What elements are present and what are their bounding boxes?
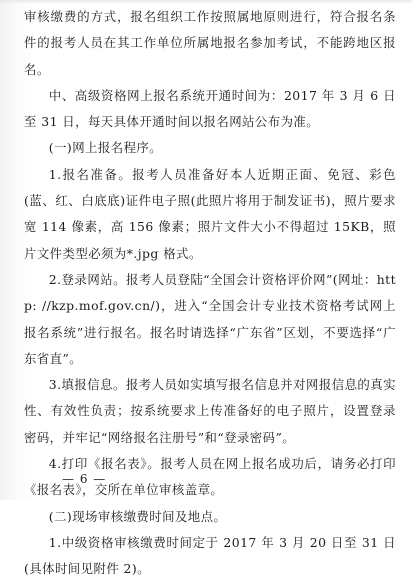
paragraph-step-1-preparation: 1.报名准备。报考人员准备好本人近期正面、免冠、彩色(蓝、红、白底底)证件电子照(此照片将用于制发证书)，照片要求宽 114 像素，高 156 像素；照片文件大小不得超过 15KB，照片文件类型必须为*.jpg 格式。: [24, 166, 396, 261]
paragraph-step-3-fill-information: 3.填报信息。报考人员如实填写报名信息并对网报信息的真实性、有效性负责；按系统要求上传准备好的电子照片，设置登录密码，并牢记“网络报名注册号”和“登录密码”。: [24, 377, 396, 445]
paragraph-step-4-print-form: 4.打印《报名表》。报考人员在网上报名成功后，请务必打印《报名表》，交所在单位审核盖章。: [24, 456, 396, 498]
paragraph-step-2-login-website: 2.登录网站。报考人员登陆“全国会计资格评价网”(网址：http: //kzp.mof.gov.cn/)，进入“全国会计专业技术资格考试网上报名系统”进行报名。报名时请选择“广东省”区划，不要选择“广东省直”。: [24, 271, 396, 366]
paragraph-online-registration-period: 中、高级资格网上报名系统开通时间为：2017 年 3 月 6 日至 31 日，每天具体开通时间以报名网站公布为准。: [24, 87, 396, 130]
page-number: — 6 —: [62, 472, 107, 486]
paragraph-intermediate-review-dates: 1.中级资格审核缴费时间定于 2017 年 3 月 20 日至 31 日(具体时间见附件 2)。: [24, 534, 396, 577]
heading-online-registration-procedure: (一)网上报名程序。: [48, 140, 163, 156]
heading-onsite-review-time-location: (二)现场审核缴费时间及地点。: [48, 508, 227, 524]
document-body: [24, 4, 396, 583]
paragraph-registration-principle: 审核缴费的方式，报名组织工作按照属地原则进行，符合报名条件的报考人员在其工作单位所属地报名参加考试，不能跨地区报名。: [24, 9, 396, 77]
